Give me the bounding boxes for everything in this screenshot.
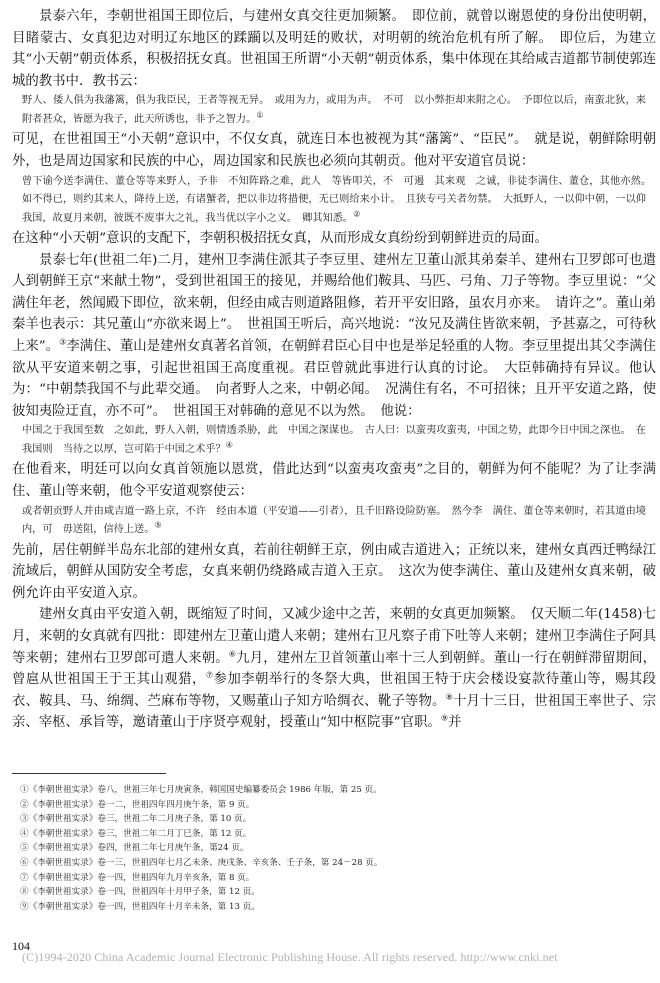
footnote-ref-4[interactable]: ④	[225, 440, 233, 450]
paragraph-6: 先前，居住朝鲜半岛东北部的建州女真，若前往朝鲜王京，例由咸吉道进入；正统以来，建州女真西迁鸭绿江流域后，朝鲜从国防安全考虑，女真来朝仍绕路咸吉道入王京。 这次为使李满住、董山及建州女真来朝，破例允许由平安道入京。	[12, 542, 656, 601]
footnote-ref-8[interactable]: ⑧	[445, 692, 453, 702]
paragraph-7-text: 建州女真由平安道入朝，既缩短了时间，又减少途中之苦，来朝的女真更加频繁。 仅天顺二年(1458)七月，来朝的女真就有四批：即建州左卫董山遣人来朝；建州右卫凡察子甫下吐等人来朝；建州卫李满住子阿具等来朝；建州右卫罗郎可遣人来朝。	[12, 607, 656, 666]
footnote-2: ②《李朝世祖实录》卷一二，世祖四年四月庚午条，第 9 页。	[20, 799, 255, 810]
article-body	[12, 6, 656, 734]
quotation-2-text: 曾下谕今送李满住、董仓等等来野人，予非 不知阵路之难，此人 等皆叩关，不 可遏 其来观 之诚，非徒李满住、董仓，其他亦然。 如不得已，则约其来人，降待上送，有诸蟹者，把以非边将措便，无已则给来小计。 且狭专弓关者勿禁。 大抵野人，一以仰中朝，一以仰我国，故夏月来朝，彼既不废事大之礼，我当优以字小之义。 卿其知悉。	[22, 175, 657, 224]
paragraph-7-continued-a: 九月，建州左卫首领董山率十三人到朝鲜。董山一行在朝鲜滞留期间，曾扈从世祖国王于王其山观猎，	[12, 650, 657, 688]
footnote-7: ⑦《李朝世祖实录》卷一四，世祖四年九月辛亥条，第 8 页。	[20, 872, 255, 883]
quotation-1-text: 野人、倭人俱为我藩篱，俱为我臣民，王者等视无异。 或用为力，或用为声。 不可 以小弊拒却来附之心。 予即位以后，南蛮北狄，来附者甚众，皆愿为我子，此天所诱也，非予之智力。	[22, 95, 646, 125]
quotation-3	[12, 422, 656, 459]
footnote-6: ⑥《李朝世祖实录》卷一三，世祖四年七月乙未条、庚戌条、辛亥条、壬子条，第 24－28 页。	[20, 857, 383, 868]
footnote-ref-6[interactable]: ⑥	[228, 649, 237, 659]
paragraph-4	[12, 250, 656, 423]
paragraph-7	[12, 604, 656, 734]
paragraph-3: 在这种“小天朝”意识的支配下，李朝积极招抚女真，从而形成女真纷纷到朝鲜进贡的局面。	[12, 231, 548, 247]
footnote-8: ⑧《李朝世祖实录》卷一四，世祖四年十月甲子条，第 12 页。	[20, 887, 260, 898]
footnote-3: ③《李朝世祖实录》卷三，世祖二年二月庚子条，第 10 页。	[20, 814, 252, 825]
quotation-3-text: 中国之于我国至数 之如此，野人入朝，则情透杀胁，此 中国之深谋也。 古人曰：以蛮夷攻蛮夷，中国之势，此即今日中国之深也。 在我国则 当待之以厚，岂可陷于中国之术乎？	[22, 425, 646, 455]
copyright-watermark: (C)1994-2020 China Academic Journal Electronic Publishing House. All rights reserved. http://www.cnki.net	[22, 950, 558, 964]
paragraph-7-continued-c: 十月十三日，世祖国王率世子、宗亲、宰枢、承旨等，邀请董山于序贤亭观射，授董山“知中枢院事”官职。	[12, 693, 657, 731]
footnote-divider	[12, 773, 166, 774]
page-number: 104	[12, 939, 30, 953]
footnote-ref-1[interactable]: ①	[256, 110, 264, 120]
footnotes	[20, 783, 650, 914]
quotation-4-text: 或者朝贡野人并由咸吉道一路上京，不许 经由本道（平安道——引者），且千旧路设险防塞。 然今李 满住、董仓等来朝时，若其道由境内，可 毋送阻，信待上送。	[22, 505, 646, 536]
footnote-ref-7[interactable]: ⑦	[205, 670, 214, 680]
footnote-ref-3[interactable]: ③	[59, 337, 67, 347]
paragraph-4-continued: 李满住、董山是建州女真著名首领，在朝鲜君臣心目中也是举足轻重的人物。李豆里提出其父李满住欲从平安道来朝之事，引起世祖国王高度重视。君臣曾就此事进行认真的讨论。 大臣韩确持有异议。他认为：“中朝禁我国不与此辈交通。 向者野人之来，中朝必闻。 况满住有名，不可招徕；且开平安道之路，使彼知夷险迂直，亦不可”。 世祖国王对韩确的意见不以为然。 他说：	[12, 339, 656, 419]
paragraph-1: 景泰六年，李朝世祖国王即位后，与建州女真交往更加频繁。 即位前，就曾以谢恩使的身份出使明朝，目睹蒙古、女真犯边对明辽东地区的蹂躏以及明廷的败状，对明朝的统治危机有所了解。 即位后，为建立其“小天朝”朝贡体系，积极招抚女真。世祖国王所谓“小天朝”朝贡体系，集中体现在其给咸吉道都节制使郭连城的教书中．教书云：	[12, 9, 656, 89]
footnote-5: ⑤《李朝世祖实录》卷四，世祖二年七月庚午条，第24 页。	[20, 843, 249, 854]
paragraph-5: 在他看来，明廷可以向女真首领施以恩赏，借此达到“以蛮夷攻蛮夷”之目的，朝鲜为何不能呢？为了让李满住、董山等来朝，他令平安道观察使云：	[12, 462, 656, 499]
footnote-9: ⑨《李朝世祖实录》卷一四，世祖四年十月辛未条，第 13 页。	[20, 901, 260, 912]
footnote-ref-2[interactable]: ②	[353, 209, 361, 219]
paragraph-4-text: 景泰七年(世祖二年)二月，建州卫李满住派其子李豆里、建州左卫董山派其弟秦羊、建州右卫罗郎可也遣人到朝鲜王京“来献土物”，受到世祖国王的接见，并赐给他们鞍具、马匹、弓角、刀子等物。李豆里说：“父满住年老，然闻殿下即位，欲来朝，但经由咸吉则道路阻修，若开平安旧路，虽农月亦来。 请许之”。董山弟秦羊也表示：其兄董山“亦欲来谒上”。 世祖国王听后，高兴地说：“汝兄及满住皆欲来朝，予甚嘉之，可待秋上来”。	[12, 252, 656, 355]
quotation-2	[12, 173, 656, 229]
quotation-4	[12, 503, 656, 540]
paragraph-7-continued-b: 参加李朝举行的冬祭大典，世祖国王特于庆会楼设宴款待董山等，赐其段衣、鞍具、马、绵绸、苎麻布等物，又赐董山子知方哈绸衣、靴子等物。	[12, 672, 657, 709]
footnote-4: ④《李朝世祖实录》卷三，世祖二年二月丁巳条，第 12 页。	[20, 828, 252, 839]
footnote-1: ①《李朝世祖实录》卷八，世祖三年七月庚寅条，韩国国史编纂委员会 1986 年版，第 25 页。	[20, 785, 382, 795]
footnote-ref-5[interactable]: ⑤	[154, 520, 162, 530]
paragraph-7-continued-d: 并	[447, 715, 462, 731]
footnote-ref-9[interactable]: ⑨	[440, 713, 448, 723]
paragraph-2: 可见，在世祖国王“小天朝”意识中，不仅女真，就连日本也被视为其“藩篱”、“臣民”。 就是说，朝鲜除明朝外，也是周边国家和民族的中心，周边国家和民族也必须向其朝贡。他对平安道官员说：	[12, 132, 656, 169]
quotation-1	[12, 92, 656, 129]
